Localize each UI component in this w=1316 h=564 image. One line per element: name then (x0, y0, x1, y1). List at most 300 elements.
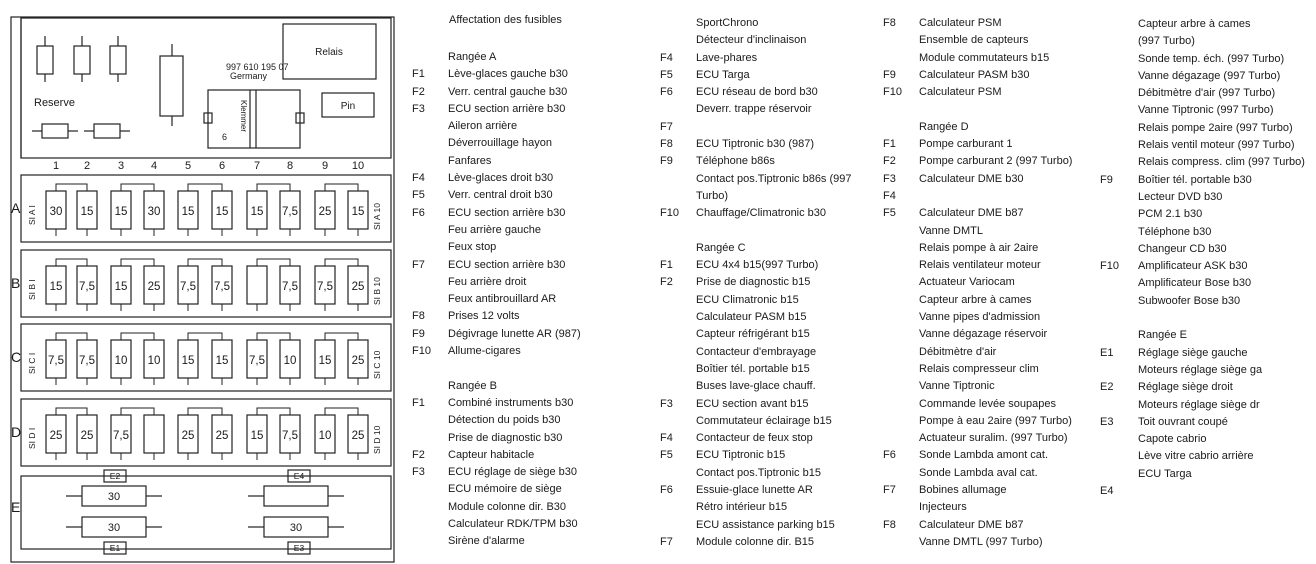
fuse-code: F10 (1100, 260, 1119, 273)
legend-entry (412, 447, 647, 464)
column-number: 4 (150, 160, 158, 172)
legend-entry (660, 517, 880, 534)
fuse-connector (188, 408, 222, 415)
fuse-description: Verr. central droit b30 (448, 189, 553, 202)
fuse-code: F2 (412, 448, 425, 461)
fuse-description: ECU section arrière b30 (448, 102, 566, 115)
legend-entry (1100, 102, 1314, 119)
fuse-description: Module colonne dir. B30 (448, 500, 567, 513)
fuse-description: Vanne DMTL (919, 224, 983, 237)
legend-entry (883, 32, 1098, 49)
legend-entry (883, 171, 1098, 188)
legend-entry (883, 344, 1098, 361)
chip-country: Germany (230, 71, 268, 81)
fuse-description: Capteur arbre à cames (919, 293, 1032, 306)
legend-entry (412, 533, 647, 550)
fuse-rating: 15 (215, 355, 229, 367)
fuse-code: F6 (883, 449, 896, 462)
row-letter: A (11, 200, 21, 216)
fuse-description: ECU Climatronic b15 (696, 293, 799, 306)
row-letter-e: E (11, 499, 21, 515)
legend-entry (412, 274, 647, 291)
fuse-description: Actuateur suralim. (997 Turbo) (919, 432, 1068, 445)
fuse-description: Contacteur d'embrayage (696, 345, 817, 358)
fuse-rating: 7,5 (113, 430, 129, 442)
legend-section-header: Rangée B (448, 379, 497, 392)
legend-entry (883, 396, 1098, 413)
fuse-description: Pompe carburant 2 (997 Turbo) (919, 155, 1073, 168)
label-e2: E2 (109, 471, 121, 481)
fuse-description: Lecteur DVD b30 (1138, 190, 1223, 203)
fuse-description: Feu arrière droit (448, 275, 527, 288)
fuse-description: Injecteurs (919, 501, 967, 514)
legend-entry (1100, 154, 1314, 171)
legend-column-2 (660, 15, 880, 551)
legend-entry (660, 205, 880, 222)
fuse-code: F9 (883, 68, 896, 81)
row-si-left-label: SI C I (27, 352, 37, 374)
fuse-rating: 15 (318, 355, 332, 367)
fuse-connector (56, 259, 87, 266)
legend-entry (883, 136, 1098, 153)
fuse-code: F1 (883, 138, 896, 151)
fuse-rating: 7,5 (282, 430, 298, 442)
fuse-description: ECU Tiptronic b30 (987) (696, 138, 814, 151)
fuse-description: Contact pos.Tiptronic b86s (997 (696, 172, 852, 185)
fuse-code: F3 (883, 172, 896, 185)
legend-entry (412, 395, 647, 412)
klemmer-label: Klemmer (239, 100, 248, 133)
fuse-description: Module colonne dir. B15 (696, 535, 815, 548)
fuse-code: F8 (883, 518, 896, 531)
legend-entry (1100, 448, 1314, 465)
legend-entry (1100, 379, 1314, 396)
fuse-code: F4 (660, 51, 673, 64)
legend-entry (660, 188, 880, 205)
fuse-connector (188, 259, 222, 266)
fuse-code: F2 (412, 85, 425, 98)
fuse-description: Subwoofer Bose b30 (1138, 294, 1241, 307)
legend-entry (883, 447, 1098, 464)
legend-entry (660, 534, 880, 551)
fuse-code: F2 (883, 155, 896, 168)
legend-entry (660, 499, 880, 516)
fuse-code: F8 (883, 17, 896, 29)
legend-entry (1100, 293, 1314, 310)
fuse-rating: 7,5 (79, 281, 95, 293)
legend-entry (883, 188, 1098, 205)
fuse-rating: 15 (114, 206, 128, 218)
fuse-code: F9 (1100, 173, 1113, 186)
column-number: 6 (218, 160, 226, 172)
fuse-e-top-left: 30 (107, 491, 121, 503)
fuse-description: Pompe carburant 1 (919, 138, 1013, 151)
fuse-connector (121, 259, 154, 266)
fuse-rating: 30 (147, 206, 161, 218)
legend-entry (883, 153, 1098, 170)
fuse-description: Fanfares (448, 154, 492, 167)
legend-entry (412, 66, 647, 83)
legend-entry (412, 326, 647, 343)
fuse-connector (121, 333, 154, 340)
label-e1: E1 (109, 543, 121, 553)
fuse-code: E2 (1100, 381, 1114, 394)
fuse-rating: 7,5 (282, 281, 298, 293)
fuse-row-e (11, 470, 391, 554)
fuse-rating: 15 (215, 206, 229, 218)
fuse-row-a (11, 175, 391, 242)
fuse-description: Réglage siège droit (1138, 381, 1233, 394)
legend-entry (883, 274, 1098, 291)
fuse-description: Module commutateurs b15 (919, 51, 1050, 64)
legend-entry (883, 378, 1098, 395)
legend-entry (883, 223, 1098, 240)
fuse-description: Boîtier tél. portable b30 (1138, 173, 1252, 186)
column-number: 5 (184, 160, 192, 172)
fuse-connector (325, 184, 358, 191)
fuse-description: Relais pompe à air 2aire (919, 241, 1039, 254)
legend-entry (883, 292, 1098, 309)
fuse-box-diagram (0, 0, 400, 564)
legend-column-3 (883, 15, 1098, 551)
legend-entry (412, 153, 647, 170)
fuse-row-c (11, 324, 391, 391)
fuse-rating: 15 (351, 206, 365, 218)
legend-entry (660, 292, 880, 309)
fuse-description: Vanne pipes d'admission (919, 311, 1041, 324)
fuse-code: F8 (412, 310, 425, 323)
legend-entry (412, 499, 647, 516)
row-si-right-label: SI D 10 (372, 425, 382, 454)
fuse-description: Vanne DMTL (997 Turbo) (919, 535, 1043, 548)
legend-entry (412, 170, 647, 187)
fuse-rating: 7,5 (180, 281, 196, 293)
fuse-rating: 7,5 (317, 281, 333, 293)
legend-entry (1100, 397, 1314, 414)
fuse-description: Ensemble de capteurs (919, 34, 1029, 47)
legend-entry (412, 257, 647, 274)
fuse-code: F4 (660, 432, 673, 445)
legend-entry (660, 396, 880, 413)
fuse-description: Vanne Tiptronic (997 Turbo) (1138, 104, 1274, 117)
fuse-rating: 10 (318, 430, 332, 442)
fuse-description: Calculateur PASM b30 (919, 68, 1030, 81)
fuse-description: PCM 2.1 b30 (1138, 208, 1203, 221)
legend-title: Affectation des fusibles (449, 14, 562, 26)
legend-entry (660, 344, 880, 361)
fuse-rating: 25 (49, 430, 63, 442)
fuse-description: Sirène d'alarme (448, 535, 525, 548)
fuse-connector (325, 408, 358, 415)
legend-entry (883, 50, 1098, 67)
column-number: 3 (117, 160, 125, 172)
fuse-description: Chauffage/Climatronic b30 (696, 207, 827, 220)
fuse-code: F1 (412, 396, 425, 409)
legend-entry (412, 430, 647, 447)
fuse-rating: 30 (49, 206, 63, 218)
fuse-slot (144, 415, 164, 453)
legend-entry (660, 119, 880, 136)
fuse-rating: 15 (250, 206, 264, 218)
fuse-description: Feux stop (448, 241, 497, 254)
legend-entry (412, 135, 647, 152)
legend-section-header: Rangée C (696, 241, 746, 254)
fuse-description: Relais compresseur clim (919, 362, 1039, 375)
legend-entry (1100, 51, 1314, 68)
relais-label: Relais (315, 47, 343, 58)
fuse-code: F5 (660, 68, 673, 81)
fuse-connector (257, 333, 290, 340)
fuse-description: Amplificateur ASK b30 (1138, 260, 1248, 273)
fuse-connector (56, 184, 87, 191)
legend-entry (1100, 275, 1314, 292)
legend-entry (883, 257, 1098, 274)
row-si-left-label: SI A I (27, 205, 37, 225)
fuse-connector (188, 184, 222, 191)
legend-column-4 (1100, 16, 1314, 500)
fuse-description: ECU 4x4 b15(997 Turbo) (696, 259, 819, 272)
fuse-description: Vanne Tiptronic (919, 380, 995, 393)
fuse-connector (56, 333, 87, 340)
fuse-e-bottom-left: 30 (107, 522, 121, 534)
fuse-code: F9 (412, 327, 425, 340)
fuse-row-d (11, 399, 391, 466)
fuse-code: F7 (412, 258, 425, 271)
fuse-description: ECU section arrière b30 (448, 206, 566, 219)
legend-entry (412, 343, 647, 360)
fuse-description: Vanne dégazage (997 Turbo) (1138, 69, 1281, 82)
fuse-description: Calculateur PSM (919, 86, 1002, 99)
fuse-description: Relais pompe 2aire (997 Turbo) (1138, 121, 1293, 134)
fuse-description: Moteurs réglage siège dr (1138, 398, 1260, 411)
fuse-description: Contacteur de feux stop (696, 432, 813, 445)
column-number: 7 (253, 160, 261, 172)
fuse-rating: 7,5 (48, 355, 64, 367)
fuse-description: Lève-glaces droit b30 (448, 172, 554, 185)
fuse-description: Rétro intérieur b15 (696, 501, 788, 514)
fuse-connector (56, 408, 87, 415)
fuse-description: Moteurs réglage siège ga (1138, 363, 1263, 376)
fuse-description: Changeur CD b30 (1138, 242, 1227, 255)
fuse-code: F2 (660, 276, 673, 289)
fuse-description: Téléphone b86s (696, 155, 775, 168)
fuse-code: F5 (660, 449, 673, 462)
fuse-description: Aileron arrière (448, 120, 518, 133)
legend-entry (412, 101, 647, 118)
legend-entry (1100, 466, 1314, 483)
legend-section-header: Rangée D (919, 120, 969, 133)
fuse-description: Prises 12 volts (448, 310, 520, 323)
fuse-description: Calculateur DME b87 (919, 518, 1024, 531)
legend-entry (660, 274, 880, 291)
legend-entry (660, 309, 880, 326)
fuse-description: Feu arrière gauche (448, 223, 541, 236)
legend-entry (883, 465, 1098, 482)
legend-entry (412, 239, 647, 256)
fuse-description: Débitmètre d'air (919, 345, 997, 358)
fuse-code: E3 (1100, 415, 1114, 428)
legend-entry (660, 361, 880, 378)
legend-entry (412, 118, 647, 135)
fuse-connector (188, 333, 222, 340)
fuse-rating: 25 (181, 430, 195, 442)
fuse-description: ECU réglage de siège b30 (448, 466, 578, 479)
fuse-connector (257, 184, 290, 191)
fuse-code: F3 (660, 397, 673, 410)
legend-entry (660, 136, 880, 153)
column-number: 2 (83, 160, 91, 172)
fuse-description: Commutateur éclairage b15 (696, 414, 832, 427)
fuse-description: Relais ventil moteur (997 Turbo) (1138, 139, 1295, 152)
fuse-rating: 15 (250, 430, 264, 442)
fuse-code: F10 (883, 86, 902, 99)
legend-section-header: Rangée E (1138, 329, 1187, 342)
fuse-description: Calculateur DME b30 (919, 172, 1024, 185)
fuse-rating: 10 (283, 355, 297, 367)
fuse-rating: 7,5 (214, 281, 230, 293)
fuse-description: Turbo) (696, 189, 728, 202)
fuse-rating: 15 (181, 206, 195, 218)
fuse-code: F3 (412, 466, 425, 479)
fuse-description: Prise de diagnostic b30 (448, 431, 563, 444)
fuse-connector (325, 333, 358, 340)
fuse-description: ECU réseau de bord b30 (696, 86, 818, 99)
legend-entry (883, 15, 1098, 32)
fuse-code: F7 (883, 484, 896, 497)
fuse-description: Verr. central gauche b30 (448, 85, 568, 98)
fuse-rating: 25 (351, 355, 365, 367)
legend-spacer (883, 101, 1098, 118)
fuse-code: F7 (660, 535, 673, 548)
legend-entry (412, 412, 647, 429)
legend-entry (883, 413, 1098, 430)
fuse-rating: 15 (181, 355, 195, 367)
fuse-description: Combiné instruments b30 (448, 396, 574, 409)
legend-entry (1100, 85, 1314, 102)
fuse-description: Deverr. trappe réservoir (696, 103, 812, 116)
fuse-description: Essuie-glace lunette AR (696, 484, 813, 497)
row-si-left-label: SI B I (27, 279, 37, 300)
legend-entry (412, 464, 647, 481)
fuse-description: Sonde Lambda aval cat. (919, 466, 1038, 479)
legend-entry (883, 430, 1098, 447)
fuse-description: Détection du poids b30 (448, 414, 561, 427)
fuse-description: Réglage siège gauche (1138, 346, 1248, 359)
legend-entry (1100, 431, 1314, 448)
fuse-rating: 25 (318, 206, 332, 218)
fuse-description: Détecteur d'inclinaison (696, 34, 807, 47)
legend-entry (883, 326, 1098, 343)
fuse-code: F4 (883, 189, 896, 202)
fuse-description: Capteur arbre à cames (1138, 18, 1251, 30)
legend-entry (412, 205, 647, 222)
fuse-description: Déverrouillage hayon (448, 137, 552, 150)
fuse-code: F5 (883, 207, 896, 220)
fuse-description: ECU Targa (696, 68, 750, 81)
legend-entry (1100, 483, 1314, 500)
fuse-description: ECU Tiptronic b15 (696, 449, 786, 462)
fuse-description: Capteur habitacle (448, 448, 535, 461)
legend-entry (883, 517, 1098, 534)
pin-label: Pin (340, 101, 356, 112)
fuse-description: Relais compress. clim (997 Turbo) (1138, 156, 1305, 169)
fuse-rating: 15 (114, 281, 128, 293)
column-number: 1 (52, 160, 60, 172)
row-si-right-label: SI C 10 (372, 350, 382, 379)
fuse-description: Capote cabrio (1138, 433, 1207, 446)
fuse-code: F3 (412, 102, 425, 115)
fuse-connector (257, 259, 290, 266)
fuse-description: Relais ventilateur moteur (919, 259, 1041, 272)
fuse-description: Bobines allumage (919, 484, 1007, 497)
fuse-rating: 10 (114, 355, 128, 367)
legend-entry (660, 32, 880, 49)
fuse-connector (257, 408, 290, 415)
legend-entry (883, 361, 1098, 378)
fuse-description: Feux antibrouillard AR (448, 293, 557, 306)
fuse-code: F10 (412, 345, 431, 358)
row-si-right-label: SI B 10 (372, 277, 382, 305)
legend-entry (660, 378, 880, 395)
label-e3: E3 (293, 543, 305, 553)
label-e4: E4 (293, 471, 305, 481)
fuse-description: Sonde Lambda amont cat. (919, 449, 1049, 462)
fuse-description: Calculateur DME b87 (919, 207, 1024, 220)
fuse-connector (121, 184, 154, 191)
column-number: 9 (321, 160, 329, 172)
fuse-description: ECU Targa (1138, 467, 1192, 480)
legend-entry (412, 516, 647, 533)
fuse-description: Lève vitre cabrio arrière (1138, 450, 1254, 463)
fuse-code: F8 (660, 138, 673, 151)
fuse-description: Allume-cigares (448, 345, 521, 358)
legend-entry (412, 308, 647, 325)
reserve-label: Reserve (34, 97, 75, 109)
legend-entry (412, 84, 647, 101)
legend-entry (660, 153, 880, 170)
legend-entry (883, 534, 1098, 551)
fuse-description: Téléphone b30 (1138, 225, 1212, 238)
legend-entry (660, 101, 880, 118)
fuse-code: F5 (412, 189, 425, 202)
fuse-rating: 25 (215, 430, 229, 442)
legend-entry (1100, 362, 1314, 379)
legend-entry (660, 447, 880, 464)
fuse-description: Contact pos.Tiptronic b15 (696, 466, 821, 479)
fuse-description: Calculateur RDK/TPM b30 (448, 518, 578, 531)
fuse-description: ECU assistance parking b15 (696, 518, 835, 531)
fuse-rating: 10 (147, 355, 161, 367)
fuse-code: F1 (412, 68, 425, 81)
fuse-code: F6 (412, 206, 425, 219)
legend-entry (883, 205, 1098, 222)
legend-entry (1100, 206, 1314, 223)
column-number: 8 (286, 160, 294, 172)
fuse-description: ECU section arrière b30 (448, 258, 566, 271)
fuse-description: Débitmètre d'air (997 Turbo) (1138, 87, 1276, 100)
fuse-rating: 7,5 (282, 206, 298, 218)
fuse-rating: 15 (49, 281, 63, 293)
fuse-description: Vanne dégazage réservoir (919, 328, 1048, 341)
fuse-description: Calculateur PASM b15 (696, 311, 807, 324)
fuse-rating: 7,5 (79, 355, 95, 367)
fuse-description: Lève-glaces gauche b30 (448, 68, 568, 81)
fuse-code: E4 (1100, 485, 1114, 498)
row-letter: B (11, 275, 21, 291)
fuse-description: Sonde temp. éch. (997 Turbo) (1138, 52, 1285, 65)
fuse-code: F9 (660, 155, 673, 168)
legend-entry (1100, 414, 1314, 431)
